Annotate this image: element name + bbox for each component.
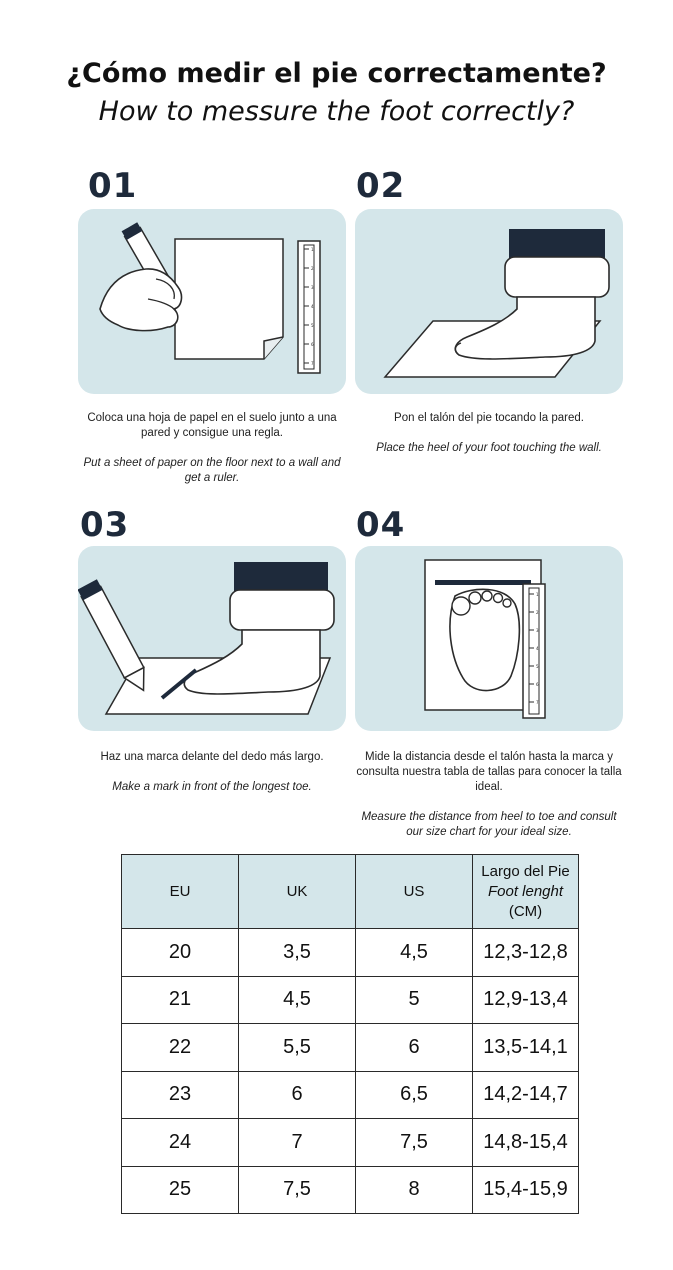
table-row [122, 929, 579, 977]
step-4-text-es: Mide la distancia desde el talón hasta la marca y consulta nuestra tabla de tallas para conocer la talla ideal. [356, 751, 622, 793]
step-2-illustration [355, 209, 623, 394]
table-row [122, 1166, 579, 1214]
step-3-illustration [78, 546, 346, 731]
cell-length: 14,8-15,4 [473, 1119, 579, 1167]
cell-length: 14,2-14,7 [473, 1071, 579, 1119]
table-row [122, 1024, 579, 1072]
page-subtitle: How to messure the foot correctly? [98, 96, 575, 127]
cell-length: 12,9-13,4 [473, 976, 579, 1024]
cell-uk: 5,5 [239, 1024, 356, 1072]
ruler-tick-label: 4 [311, 304, 314, 309]
table-row [122, 976, 579, 1024]
header-length-unit: (CM) [508, 902, 543, 920]
cell-uk: 7,5 [239, 1166, 356, 1214]
step-2-number: 02 [356, 166, 406, 206]
ruler-tick-label: 6 [536, 682, 539, 687]
header-foot-length [473, 855, 579, 929]
cell-eu: 20 [122, 929, 239, 977]
ruler-tick-label: 2 [311, 266, 314, 271]
step-1-caption [77, 411, 347, 486]
cell-uk: 3,5 [239, 929, 356, 977]
cell-eu: 21 [122, 976, 239, 1024]
cell-length: 15,4-15,9 [473, 1166, 579, 1214]
measure-foot-ruler-illustration [355, 546, 623, 731]
ruler-tick-label: 5 [536, 664, 539, 669]
step-2-text-en: Place the heel of your foot touching the wall. [376, 442, 602, 454]
cell-us: 4,5 [356, 929, 473, 977]
cell-eu: 24 [122, 1119, 239, 1167]
cell-us: 6,5 [356, 1071, 473, 1119]
cell-uk: 7 [239, 1119, 356, 1167]
step-4-number: 04 [356, 505, 406, 545]
header-length-es: Largo del Pie [481, 862, 570, 880]
ruler-tick-label: 1 [536, 592, 539, 597]
step-1-illustration [78, 209, 346, 394]
cell-eu: 25 [122, 1166, 239, 1214]
table-header-row [122, 855, 579, 929]
ruler-tick-label: 6 [311, 342, 314, 347]
table-row [122, 1071, 579, 1119]
step-3-caption [77, 750, 347, 795]
step-4-illustration [355, 546, 623, 731]
ruler-tick-label: 4 [536, 646, 539, 651]
ruler-tick-label: 2 [536, 610, 539, 615]
ruler-tick-label: 7 [536, 700, 539, 705]
table-row [122, 1119, 579, 1167]
step-1-number: 01 [88, 166, 138, 206]
ruler-tick-label: 7 [311, 361, 314, 366]
step-3-text-es: Haz una marca delante del dedo más largo. [100, 751, 324, 763]
size-chart-table [121, 854, 579, 1214]
cell-us: 6 [356, 1024, 473, 1072]
step-1-text-es: Coloca una hoja de papel en el suelo junto a una pared y consigue una regla. [87, 412, 337, 439]
step-2-text-es: Pon el talón del pie tocando la pared. [394, 412, 584, 424]
foot-against-wall-illustration [355, 209, 623, 394]
cell-length: 12,3-12,8 [473, 929, 579, 977]
cell-us: 5 [356, 976, 473, 1024]
step-4-text-en: Measure the distance from heel to toe and consult our size chart for your ideal size. [361, 811, 617, 838]
cell-eu: 23 [122, 1071, 239, 1119]
cell-uk: 4,5 [239, 976, 356, 1024]
step-4-caption [354, 750, 624, 840]
ruler-tick-label: 5 [311, 323, 314, 328]
cell-us: 7,5 [356, 1119, 473, 1167]
step-1-text-en: Put a sheet of paper on the floor next to a wall and get a ruler. [83, 457, 341, 484]
step-3-text-en: Make a mark in front of the longest toe. [112, 781, 312, 793]
ruler-tick-label: 3 [311, 285, 314, 290]
ruler-tick-label: 3 [536, 628, 539, 633]
header-us: US [356, 855, 473, 929]
cell-uk: 6 [239, 1071, 356, 1119]
header-eu: EU [122, 855, 239, 929]
page-title: ¿Cómo medir el pie correctamente? [66, 58, 607, 89]
mark-longest-toe-illustration [78, 546, 346, 731]
header-uk: UK [239, 855, 356, 929]
step-2-caption [354, 411, 624, 456]
header-length-en: Foot lenght [487, 882, 564, 900]
cell-eu: 22 [122, 1024, 239, 1072]
cell-us: 8 [356, 1166, 473, 1214]
step-3-number: 03 [80, 505, 130, 545]
cell-length: 13,5-14,1 [473, 1024, 579, 1072]
paper-ruler-pencil-illustration [78, 209, 346, 394]
ruler-tick-label: 1 [311, 247, 314, 252]
